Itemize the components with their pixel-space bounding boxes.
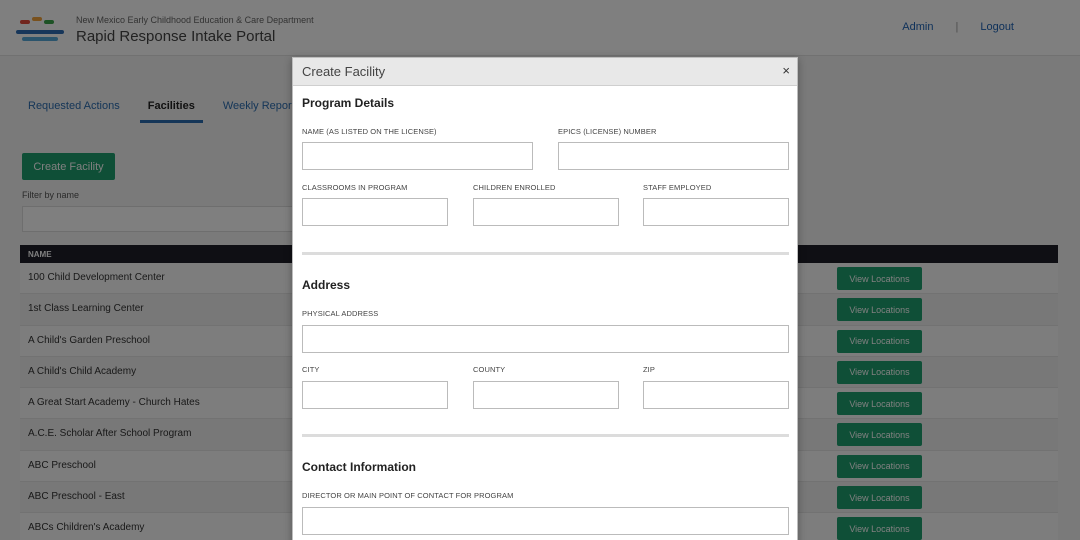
close-icon[interactable]: × [782,63,790,78]
zip-label: ZIP [643,365,655,374]
name-input[interactable] [302,142,533,170]
staff-label: STAFF EMPLOYED [643,183,712,192]
children-label: CHILDREN ENROLLED [473,183,556,192]
section-divider [302,434,789,437]
modal-header [293,58,797,86]
epics-label: EPICS (LICENSE) NUMBER [558,127,657,136]
create-facility-modal [292,57,798,540]
zip-input[interactable] [643,381,789,409]
classrooms-input[interactable] [302,198,448,226]
section-title-contact-information: Contact Information [302,460,416,474]
county-label: COUNTY [473,365,506,374]
name-label: NAME (AS LISTED ON THE LICENSE) [302,127,437,136]
director-input[interactable] [302,507,789,535]
physical-address-input[interactable] [302,325,789,353]
section-title-program-details: Program Details [302,96,395,110]
epics-input[interactable] [558,142,789,170]
classrooms-label: CLASSROOMS IN PROGRAM [302,183,408,192]
section-divider [302,252,789,255]
modal-title: Create Facility [302,64,386,79]
director-label: DIRECTOR OR MAIN POINT OF CONTACT FOR PROGRAM [302,491,514,500]
staff-input[interactable] [643,198,789,226]
city-label: CITY [302,365,320,374]
city-input[interactable] [302,381,448,409]
physical-address-label: PHYSICAL ADDRESS [302,309,379,318]
section-title-address: Address [302,278,351,292]
county-input[interactable] [473,381,619,409]
children-input[interactable] [473,198,619,226]
